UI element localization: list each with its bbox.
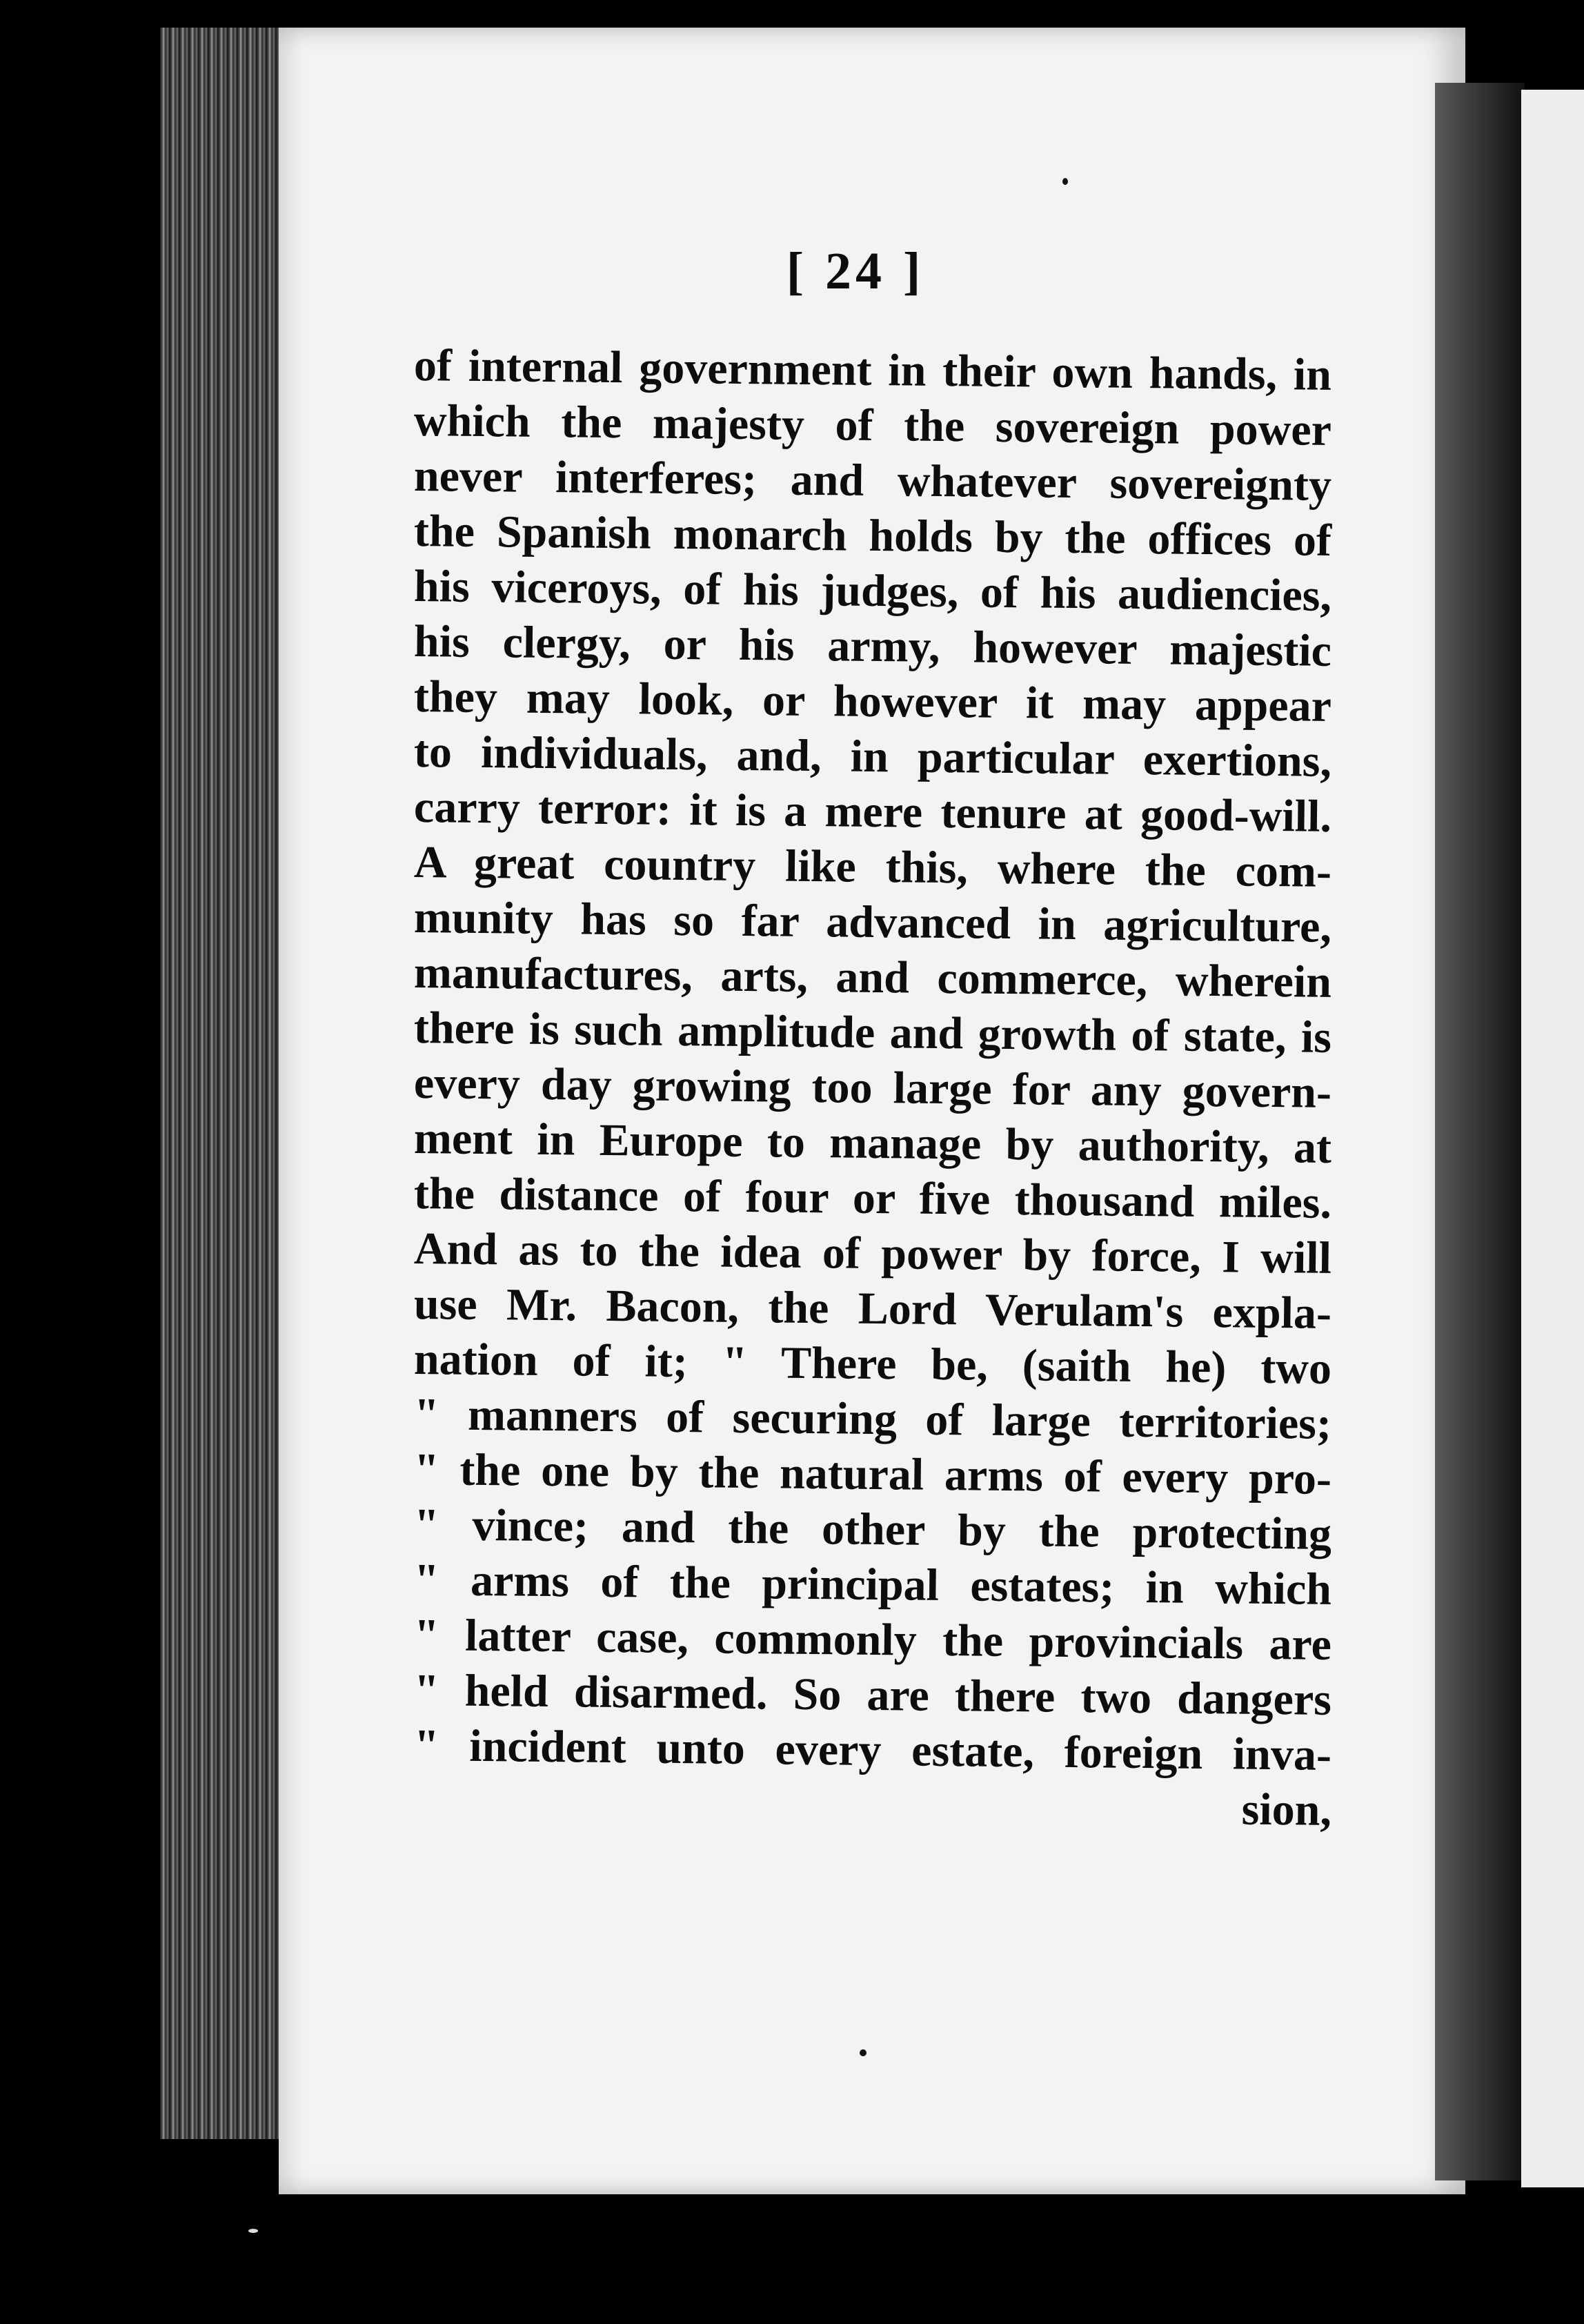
- text-line: to individuals, and, in particular exertions,: [413, 727, 1332, 787]
- facing-page-edge: [1521, 90, 1584, 2187]
- text-line: And as to the idea of power by force, I will: [413, 1223, 1332, 1283]
- text-line: use Mr. Bacon, the Lord Verulam's expla-: [413, 1279, 1332, 1339]
- text-line: " arms of the principal estates; in which: [413, 1555, 1332, 1615]
- text-line: they may look, or however it may appear: [413, 671, 1332, 731]
- ink-speck: [1062, 178, 1068, 185]
- text-line: of internal government in their own hands, in: [413, 340, 1332, 400]
- text-line: which the majesty of the sovereign power: [413, 395, 1332, 455]
- text-line: the Spanish monarch holds by the offices of: [413, 506, 1332, 566]
- text-line: " latter case, commonly the provincials are: [413, 1610, 1332, 1670]
- book-page-edges: [160, 28, 284, 2139]
- page-number: [ 24 ]: [786, 242, 925, 300]
- text-line: " held disarmed. So are there two dangers: [413, 1665, 1332, 1725]
- gutter-shadow: [1435, 83, 1525, 2180]
- ink-speck: [860, 2049, 867, 2056]
- ink-speck: [248, 2229, 258, 2233]
- text-line: every day growing too large for any govern-: [413, 1058, 1332, 1118]
- text-line: ment in Europe to manage by authority, at: [413, 1113, 1332, 1173]
- text-line: nation of it; " There be, (saith he) two: [413, 1334, 1332, 1394]
- text-line: manufactures, arts, and commerce, wherein: [413, 947, 1332, 1007]
- text-line: " the one by the natural arms of every pro-: [413, 1444, 1332, 1504]
- text-line: carry terror: it is a mere tenure at good-will.: [413, 782, 1332, 842]
- catchword: sion,: [1241, 1784, 1332, 1835]
- page-text: [413, 338, 1332, 1835]
- text-line: " vince; and the other by the protecting: [413, 1499, 1332, 1559]
- text-line: the distance of four or five thousand miles.: [413, 1168, 1332, 1228]
- text-line: " incident unto every estate, foreign inva-: [413, 1720, 1332, 1780]
- text-line: never interferes; and whatever sovereignty: [413, 451, 1332, 511]
- text-line: A great country like this, where the com-: [413, 837, 1332, 897]
- text-line: " manners of securing of large territories;: [413, 1389, 1332, 1449]
- text-line: there is such amplitude and growth of state, is: [413, 1003, 1332, 1063]
- text-line: his clergy, or his army, however majestic: [413, 616, 1332, 676]
- text-line: his viceroys, of his judges, of his audiencies,: [413, 561, 1332, 621]
- text-line: munity has so far advanced in agriculture,: [413, 892, 1332, 952]
